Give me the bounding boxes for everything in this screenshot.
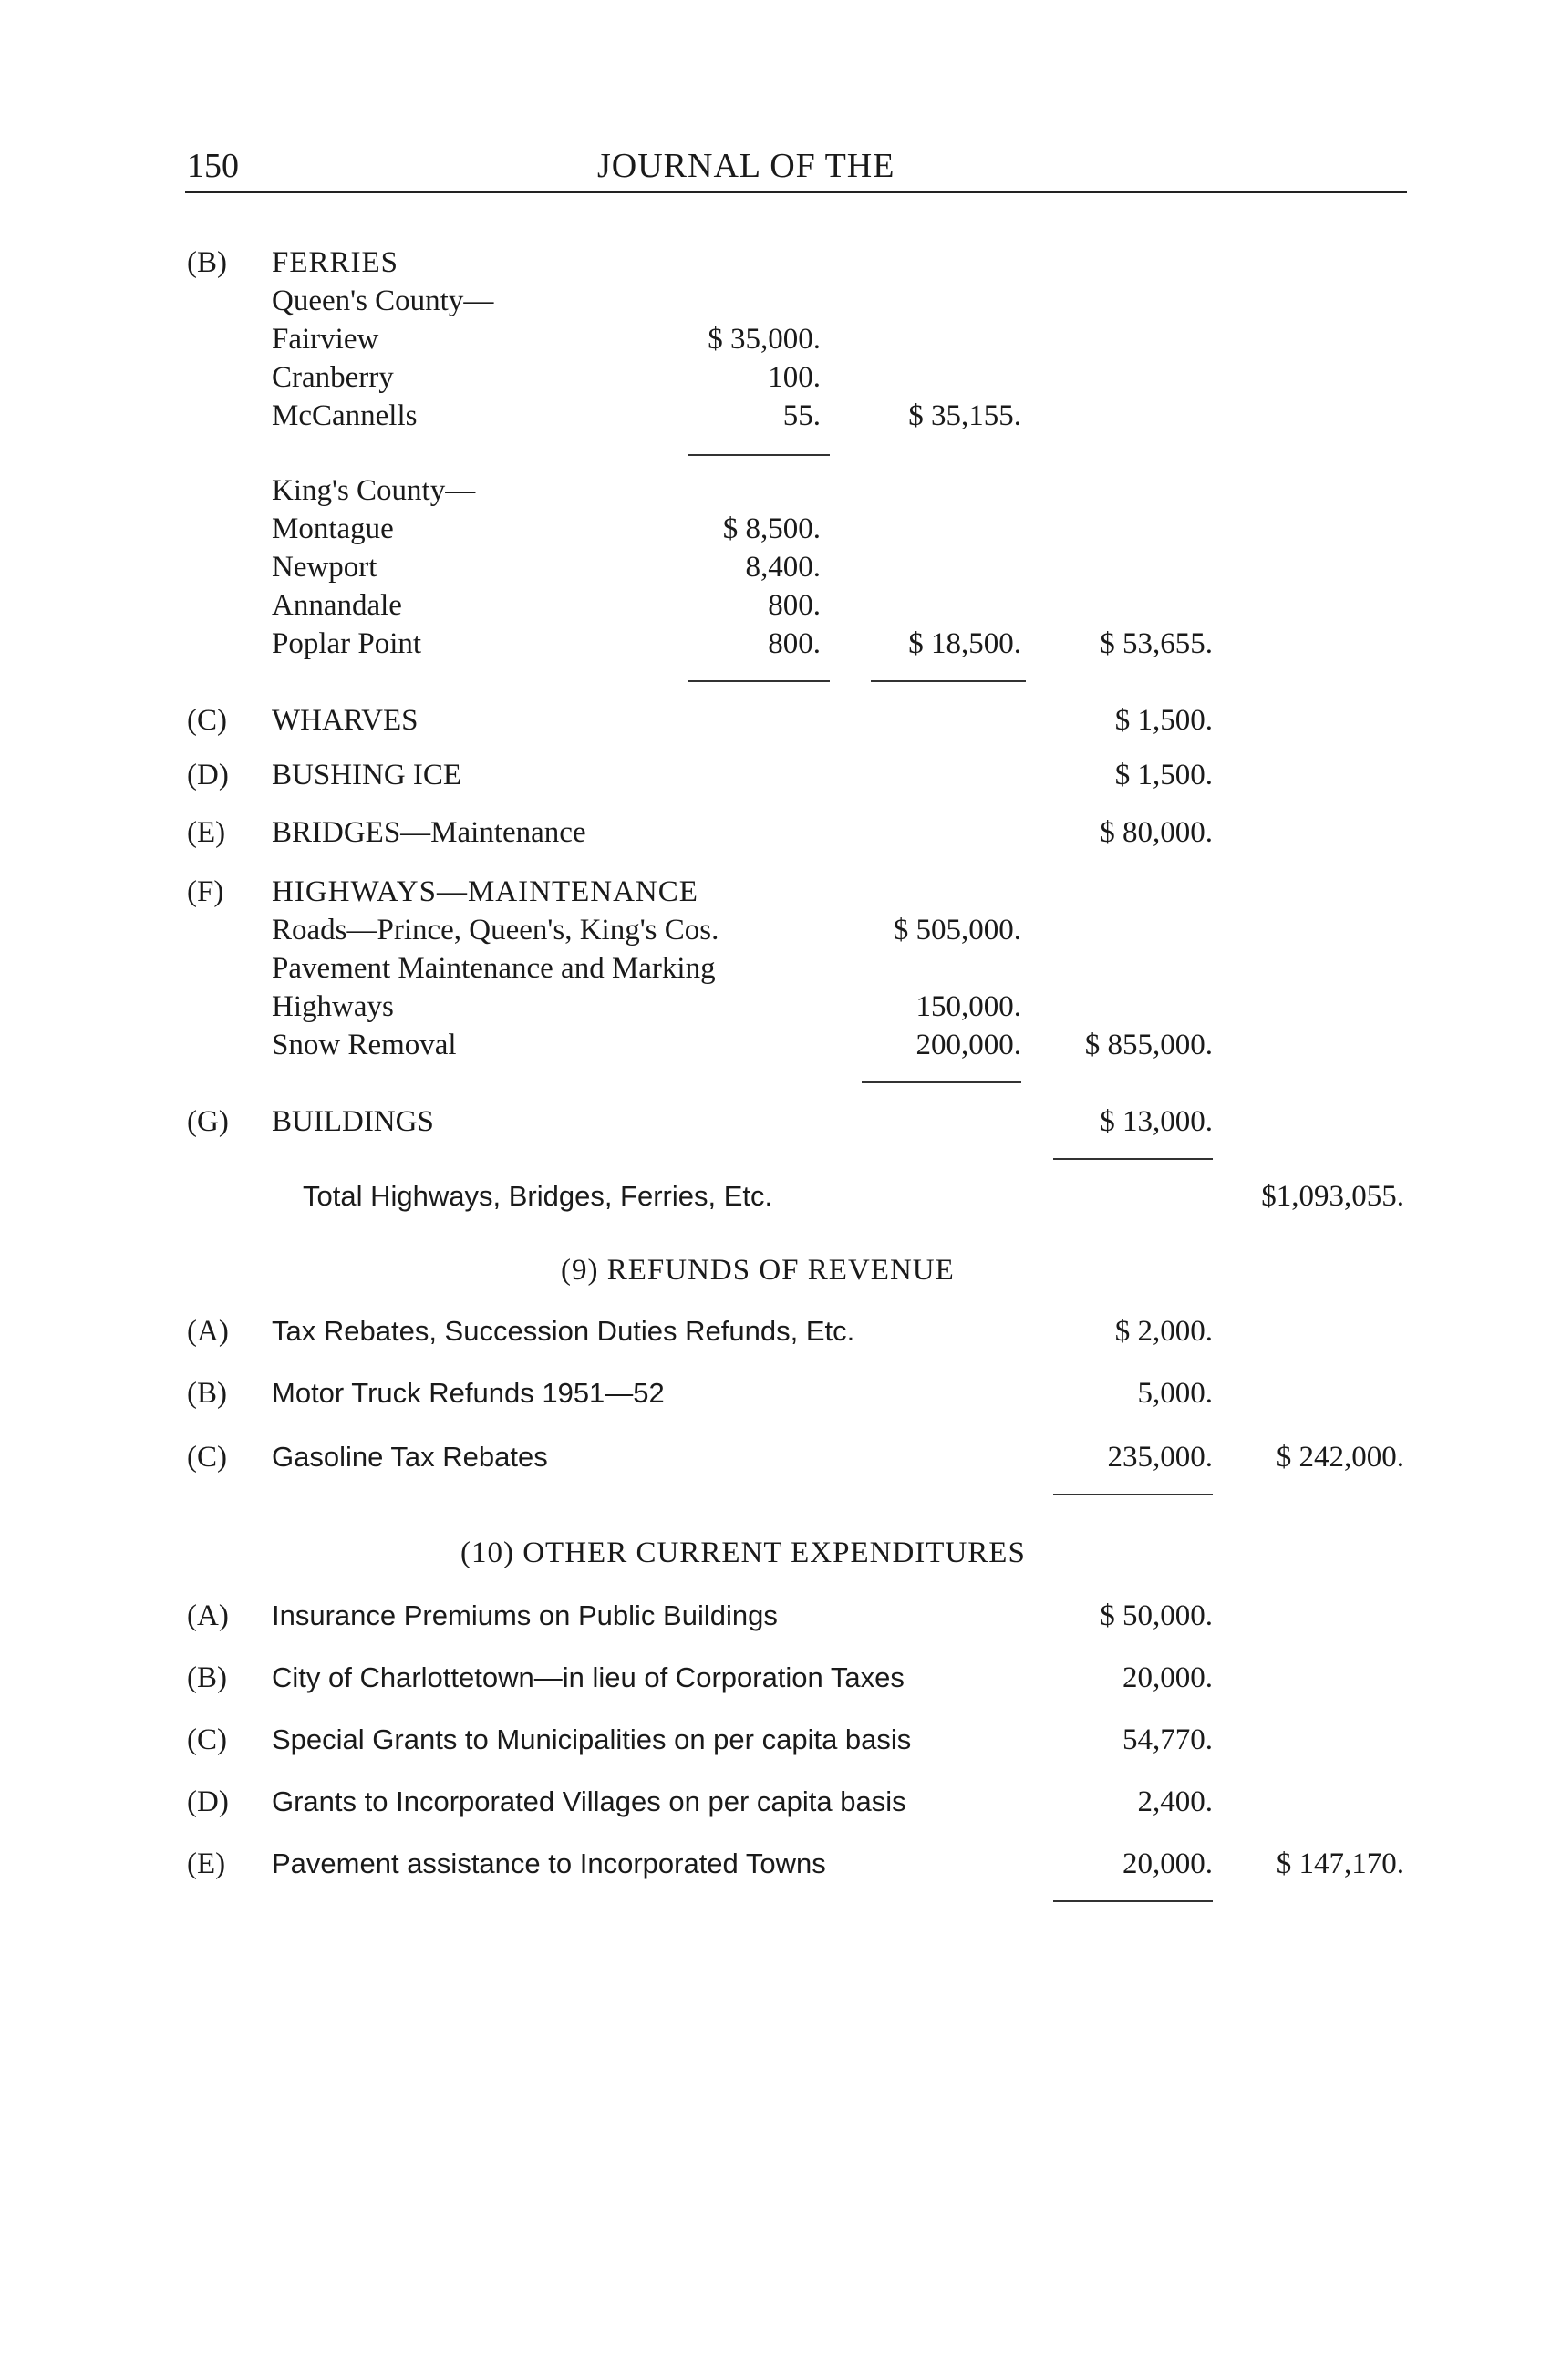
subtotal-rule [871,680,1026,682]
line-amount: 800. [768,589,821,622]
line-label: Montague [272,512,394,545]
line-label: Highways [272,990,394,1023]
item-letter: (B) [187,1661,227,1694]
line-label: Poplar Point [272,627,422,660]
section-title-other: (10) OTHER CURRENT EXPENDITURES [460,1537,1026,1569]
item-letter: (C) [187,1441,227,1474]
item-amount: 235,000. [1107,1441,1213,1474]
item-letter: (D) [187,759,229,792]
section-title-highways: HIGHWAYS—MAINTENANCE [272,875,698,908]
section-total: $ 53,655. [1100,627,1213,660]
line-label: Newport [272,551,377,584]
line-amount: 8,400. [745,551,821,584]
subtotal-rule [688,454,830,456]
grand-total-amount: $1,093,055. [1261,1180,1404,1213]
item-label: City of Charlottetown—in lieu of Corporation Taxes [272,1661,905,1693]
item-label: Pavement assistance to Incorporated Towns [272,1847,826,1879]
item-letter: (B) [187,1377,227,1410]
item-label: WHARVES [272,704,419,737]
line-label: Annandale [272,589,402,622]
item-letter: (D) [187,1785,229,1818]
item-amount: $ 2,000. [1114,1315,1213,1348]
line-amount: $ 8,500. [722,512,821,545]
section-total: $ 242,000. [1276,1441,1404,1474]
item-amount: 20,000. [1122,1847,1213,1880]
line-label: Snow Removal [272,1029,457,1061]
subtotal-rule [862,1081,1021,1083]
item-letter: (A) [187,1315,229,1348]
section-total: $ 855,000. [1084,1029,1213,1061]
section-title-ferries: FERRIES [272,246,399,279]
county-heading: Queen's County— [272,285,494,317]
item-letter: (E) [187,816,226,849]
item-label: BUSHING ICE [272,759,462,792]
item-letter: (F) [187,875,224,908]
line-amount: 55. [782,399,821,432]
county-heading: King's County— [272,474,476,507]
item-letter: (G) [187,1105,229,1138]
line-label: Cranberry [272,361,394,394]
subtotal-rule [688,680,830,682]
page-number: 150 [187,147,239,185]
item-label: Tax Rebates, Succession Duties Refunds, Etc. [272,1315,855,1347]
line-label: Roads—Prince, Queen's, King's Cos. [272,914,719,947]
item-letter: (A) [187,1599,229,1632]
line-amount: 800. [768,627,821,660]
line-label: McCannells [272,399,418,432]
item-amount: $ 1,500. [1114,704,1213,737]
header-rule [185,191,1407,193]
item-amount: $ 80,000. [1100,816,1213,849]
item-label: BRIDGES—Maintenance [272,816,586,849]
item-label: Grants to Incorporated Villages on per capita basis [272,1785,906,1817]
item-amount: 20,000. [1122,1661,1213,1694]
item-amount: 2,400. [1137,1785,1213,1818]
line-amount: 200,000. [915,1029,1021,1061]
line-amount: 150,000. [915,990,1021,1023]
item-letter: (C) [187,1723,227,1756]
item-label: Gasoline Tax Rebates [272,1441,548,1473]
item-label: Insurance Premiums on Public Buildings [272,1599,778,1631]
item-label: BUILDINGS [272,1105,434,1138]
item-amount: $ 50,000. [1100,1599,1213,1632]
total-rule [1053,1494,1213,1495]
line-label: Fairview [272,323,379,356]
section-total: $ 147,170. [1276,1847,1404,1880]
section-title-refunds: (9) REFUNDS OF REVENUE [561,1254,955,1287]
item-amount: 54,770. [1122,1723,1213,1756]
grand-total-label: Total Highways, Bridges, Ferries, Etc. [303,1180,773,1212]
running-head: JOURNAL OF THE [597,147,895,185]
line-amount: 100. [768,361,821,394]
item-letter: (C) [187,704,227,737]
line-label: Pavement Maintenance and Marking [272,952,716,985]
item-letter: (E) [187,1847,226,1880]
subtotal-amount: $ 35,155. [908,399,1021,432]
item-label: Motor Truck Refunds 1951—52 [272,1377,665,1409]
item-label: Special Grants to Municipalities on per capita basis [272,1723,912,1755]
item-letter: (B) [187,246,227,279]
subtotal-amount: $ 18,500. [908,627,1021,660]
total-rule [1053,1158,1213,1160]
total-rule [1053,1900,1213,1902]
item-amount: $ 13,000. [1100,1105,1213,1138]
item-amount: $ 1,500. [1114,759,1213,792]
line-amount: $ 35,000. [708,323,821,356]
line-amount: $ 505,000. [893,914,1021,947]
item-amount: 5,000. [1137,1377,1213,1410]
